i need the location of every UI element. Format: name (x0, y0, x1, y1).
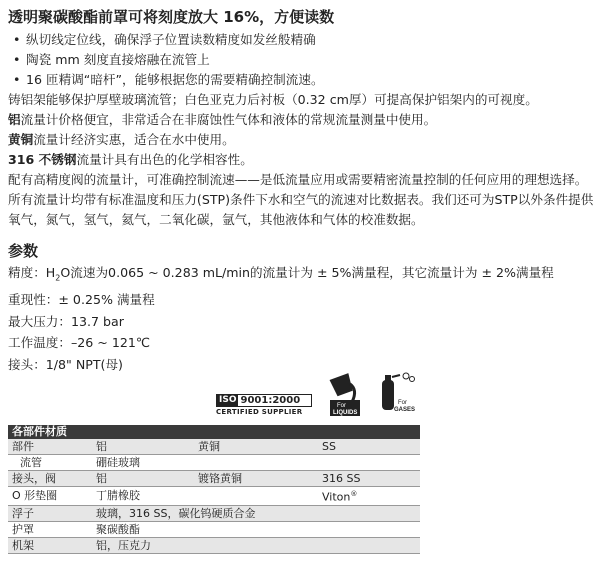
paragraph-text: 流量计具有出色的化学相容性。 (76, 152, 253, 167)
iso-logo (216, 394, 312, 416)
table-cell: 玻璃，316 SS，碳化钨硬质合金 (92, 505, 420, 521)
liquids-icon (322, 372, 370, 418)
document (8, 6, 596, 375)
table-row (8, 487, 420, 506)
table-cell: 铝，压克力 (92, 537, 420, 553)
spec-repeatability: 重现性：± 0.25% 满量程 (8, 292, 155, 308)
iso-subtitle: CERTIFIED SUPPLIER (216, 408, 303, 416)
table-cell: 316 SS (318, 471, 420, 487)
paragraph-text: 流量计价格便宜，非常适合在非腐蚀性气体和液体的常规流量测量中使用。 (20, 112, 437, 127)
table-cell: 机架 (8, 537, 92, 553)
gases-label: GASES (394, 407, 416, 413)
table-cell: 黄铜 (194, 439, 318, 455)
feature-list (8, 30, 596, 90)
table-cell (318, 455, 420, 471)
paragraph-brass (8, 130, 596, 150)
table-row (8, 505, 420, 521)
table-cell: 浮子 (8, 505, 92, 521)
feature-item: • 纵切线定位线，确保浮子位置读数精度如发丝般精确 (8, 30, 596, 50)
iso-label: ISO (219, 395, 237, 405)
table-row (8, 455, 420, 471)
table-cell: 接头，阀 (8, 471, 92, 487)
paragraph-frame: 铸铝架能够保护厚壁玻璃流管；白色亚克力后衬板（0.32 cm厚）可提高保护铝架内的可视度。 (8, 92, 538, 107)
spec-connection: 接头：1/8" NPT(母) (8, 356, 123, 372)
gases-icon (378, 372, 418, 418)
table-cell: 丁腈橡胶 (92, 487, 194, 506)
spec-accuracy (8, 262, 596, 289)
spec-max-pressure: 最大压力：13.7 bar (8, 313, 124, 329)
paragraph-aluminum (8, 110, 596, 130)
table-row (8, 537, 420, 553)
table-cell: O 形垫圈 (8, 487, 92, 506)
table-cell: 聚碳酸酯 (92, 521, 420, 537)
liquids-for: For (337, 403, 346, 409)
table-row (8, 439, 420, 455)
bold-term: 铝 (8, 112, 21, 127)
feature-item: • 陶瓷 mm 刻度直接熔融在流管上 (8, 50, 596, 70)
table-header: 各部件材质 (8, 425, 420, 439)
table-cell: 硼硅玻璃 (92, 455, 194, 471)
spec-text: O流速为0.065 ~ 0.283 mL/min的流量计为 ± 5%满量程，其它流量计为 ± 2%满量程 (60, 265, 554, 280)
table-cell: 镀铬黄铜 (194, 471, 318, 487)
subscript: 2 (55, 273, 61, 283)
liquids-label: LIQUIDS (333, 410, 358, 416)
spec-text: 精度：H (8, 265, 56, 280)
table-cell: 部件 (8, 439, 92, 455)
iso-number: 9001:2000 (240, 395, 301, 406)
table-cell (318, 487, 420, 506)
materials-table (8, 425, 420, 554)
table-row (8, 471, 420, 487)
table-cell: SS (318, 439, 420, 455)
gases-for: For (398, 400, 407, 406)
bold-term: 黄铜 (8, 132, 34, 147)
paragraph-text: 流量计经济实惠，适合在水中使用。 (33, 132, 235, 147)
table-cell (194, 455, 318, 471)
table-cell: 流管 (8, 455, 92, 471)
table-cell: 铝 (92, 471, 194, 487)
paragraph-stainless (8, 150, 596, 170)
table-cell (194, 487, 318, 506)
feature-item: • 16 匝精调“暗杆”，能够根据您的需要精确控制流速。 (8, 70, 596, 90)
spec-temperature: 工作温度：–26 ~ 121℃ (8, 335, 151, 351)
table-cell: 护罩 (8, 521, 92, 537)
bold-term: 316 不锈钢 (8, 152, 77, 167)
paragraph-valve: 配有高精度阀的流量计，可准确控制流速——是低流量应用或需要精密流量控制的任何应用的理想选择。所有流量计均带有标准温度和压力(STP)条件下水和空气的流速对比数据表。我们还可为STP以外条件提供氧气，氮气，氢气，氦气，二氧化碳，氩气，其他液体和气体的校准数据。 (8, 172, 594, 227)
viton-text: Viton (322, 490, 351, 504)
specs-title: 参数 (8, 242, 39, 260)
page-title: 透明聚碳酸酯前罩可将刻度放大 16%，方便读数 (8, 8, 335, 26)
registered-mark: ® (350, 490, 358, 499)
certification-logos (216, 372, 416, 418)
table-row (8, 521, 420, 537)
table-cell: 铝 (92, 439, 194, 455)
